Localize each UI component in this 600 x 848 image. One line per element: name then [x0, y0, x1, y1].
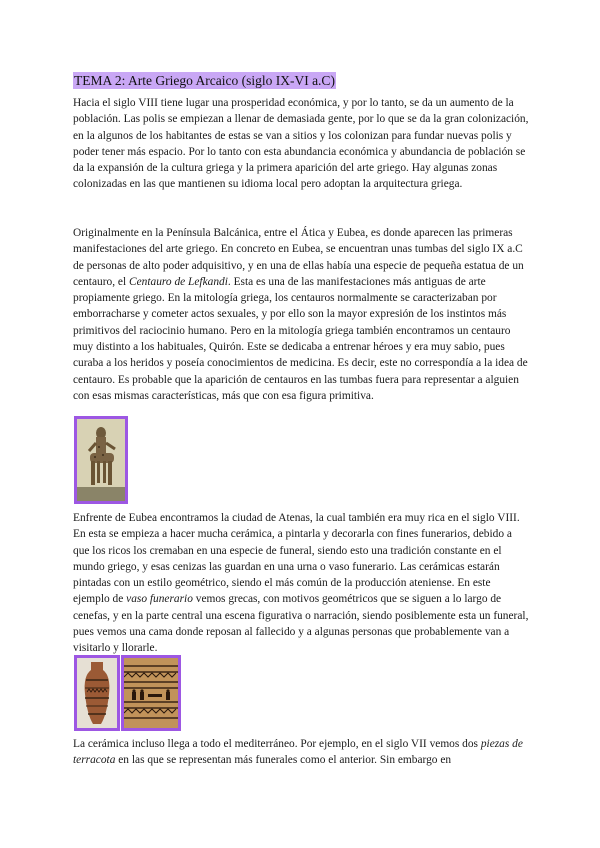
paragraph-1 — [73, 95, 529, 193]
text-run: La cerámica incluso llega a todo el mediterráneo. Por ejemplo, en el siglo VII vemos dos — [73, 738, 481, 750]
text-run: Originalmente en la Península Balcánica, entre el Ática y Eubea, es donde aparecen las primeras manifestaciones del arte griego. En concreto en Eubea, se encuentran unas tumbas del siglo IX a.C de personas de alto poder adquisitivo, y en una de ellas había una especie de pequeña estatua de un centauro, el — [73, 227, 524, 288]
italic-term: vaso funerario — [126, 593, 193, 606]
paragraph-2 — [73, 225, 529, 404]
italic-term: Centauro de Lefkandi — [128, 275, 228, 288]
text-run: Enfrente de Eubea encontramos la ciudad de Atenas, la cual también era muy rica en el siglo VIII. En esta se empieza a hacer mucha cerámica, a pintarla y decorarla con fines funerarios, debido a que los ricos los cremaban en una especie de funeral, siendo esto una tradición constante en el mundo griego, y esas cenizas las guardan en una urna o vaso funerario. Las cerámicas estarán pintadas con un estilo geométrico, siendo el más común de la producción ateniense. En este ejemplo de — [73, 512, 520, 606]
geometric-vase-detail-image — [121, 655, 181, 731]
centaur-of-lefkandi-image — [74, 416, 128, 504]
italic-term: piezas de terracota — [73, 738, 523, 767]
text-run: Hacia el siglo VIII tiene lugar una prosperidad económica, y por lo tanto, se da un aumento de la población. Las polis se empiezan a llenar de demasiada gente, por lo que se da la gran colonización, en la algunos de los habitantes de estas se van a sitios y los colonizan para fundar nuevas polis y poder tener más espacio. Por lo tanto con esta abundancia económica y abundancia de población se da la expansión de la cultura griega y la primera aparición del arte griego. Hay algunas zonas colonizadas en las que mantienen su idioma local pero adoptan la arquitectura griega. — [73, 97, 529, 191]
text-run: . Esta es una de las manifestaciones más antiguas de arte propiamente griego. En la mitología griega, los centauros normalmente se caracterizaban por emborracharse y cometer actos sexuales, y por ello son la mayor expresión de los instintos más primitivos del raciocinio humano. Pero en la mitología griega también encontramos un centauro muy distinto a los habituales, Quirón. Este se dedicaba a entrenar héroes y era muy sabio, pues curaba a los heridos y poseía conocimientos de medicina. Es decir, este no correspondía a la idea de centauro. Es probable que la aparición de centauros en las tumbas fuera para representar a alguien con esas mismas características, más que con esa figura primitiva. — [73, 275, 528, 402]
text-run: en las que se representan más funerales como el anterior. Sin embargo en — [115, 754, 452, 767]
paragraph-3 — [73, 510, 529, 657]
page-title: TEMA 2: Arte Griego Arcaico (siglo IX-VI a.C) — [74, 73, 335, 88]
paragraph-4 — [73, 736, 529, 769]
text-run: vemos grecas, con motivos geométricos que se siguen a lo largo de cenefas, y en la parte central una escena figurativa o narración, siendo posiblemente esta un funeral, pues vemos una cama donde reposan al fallecido y a algunas personas que probablemente van a visitarlo y llorarle. — [73, 593, 529, 655]
funerary-vase-image — [74, 655, 120, 731]
